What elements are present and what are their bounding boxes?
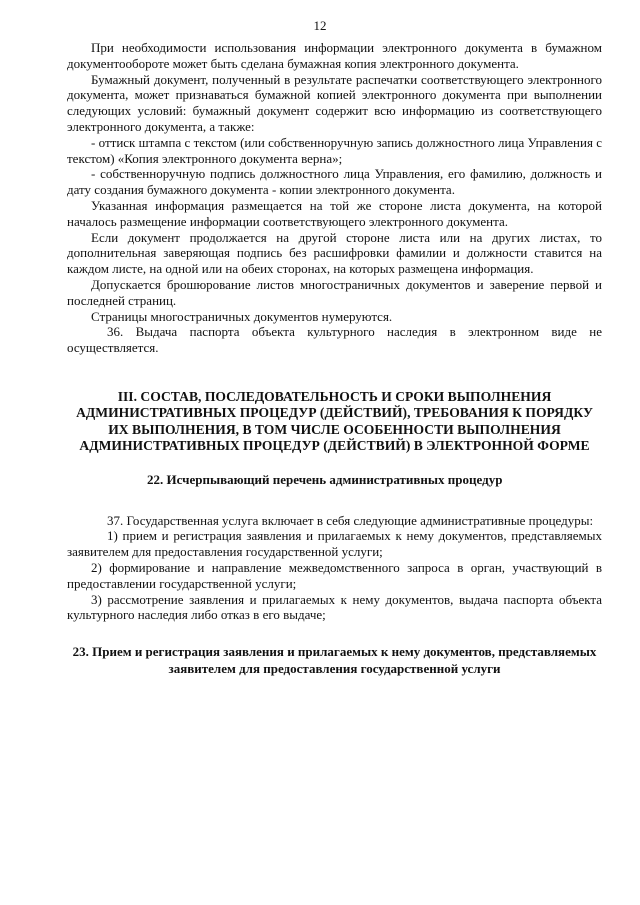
section-heading-iii: III. СОСТАВ, ПОСЛЕДОВАТЕЛЬНОСТЬ И СРОКИ ВЫПОЛНЕНИЯ АДМИНИСТРАТИВНЫХ ПРОЦЕДУР (ДЕЙСТВИЙ), ТРЕБОВАНИЯ К ПОРЯДКУ ИХ ВЫПОЛНЕНИЯ, В ТОМ ЧИСЛЕ ОСОБЕННОСТИ ВЫПОЛНЕНИЯ АДМИНИСТРАТИВНЫХ ПРОЦЕДУР (ДЕЙСТВИЙ) В ЭЛЕКТРОННОЙ ФОРМЕ <box>76 388 593 454</box>
list-item-procedure-1: 1) прием и регистрация заявления и прилагаемых к нему документов, представляемых заявителем для предоставления государственной услуги; <box>67 528 602 560</box>
page-number: 12 <box>313 18 327 33</box>
paragraph-item-36: 36. Выдача паспорта объекта культурного наследия в электронном виде не осуществляется. <box>67 324 602 356</box>
subsection-heading-23: 23. Прием и регистрация заявления и прилагаемых к нему документов, представляемых заявителем для предоставления государственной услуги <box>72 644 597 677</box>
paragraph-placement: Указанная информация размещается на той же стороне листа документа, на которой началось размещение информации соответствующего электронного документа. <box>67 197 602 229</box>
list-item-procedure-3: 3) рассмотрение заявления и прилагаемых к нему документов, выдача паспорта объекта культурного наследия либо отказ в его выдаче; <box>67 591 602 623</box>
paragraph-numbering: Страницы многостраничных документов нумеруются. <box>91 308 393 324</box>
subsection-heading-22: 22. Исчерпывающий перечень административных процедур <box>147 471 503 487</box>
list-item-signature: - собственноручную подпись должностного лица Управления, его фамилию, должность и дату создания бумажного документа - копии электронного документа. <box>67 166 602 198</box>
document-body <box>67 40 602 677</box>
list-item-procedure-2: 2) формирование и направление межведомственного запроса в орган, участвующий в предоставлении государственной услуги; <box>67 559 602 591</box>
paragraph-paper-document-conditions: Бумажный документ, полученный в результате распечатки соответствующего электронного документа, может признаваться бумажной копией электронного документа при выполнении следующих условий: бумажный документ содержит всю информацию из соответствующего электронного документа, а также: <box>67 71 602 134</box>
paragraph-paper-copy: При необходимости использования информации электронного документа в бумажном документообороте может быть сделана бумажная копия электронного документа. <box>67 40 602 71</box>
list-item-stamp: - оттиск штампа с текстом (или собственноручную запись должностного лица Управления с текстом) «Копия электронного документа верна»; <box>67 134 602 166</box>
paragraph-binding: Допускается брошюрование листов многостраничных документов и заверение первой и последней страниц. <box>67 276 602 308</box>
paragraph-item-37: 37. Государственная услуга включает в себя следующие административные процедуры: <box>107 512 594 528</box>
paragraph-continuation: Если документ продолжается на другой стороне листа или на других листах, то дополнительная заверяющая подпись без расшифровки фамилии и должности ставится на каждом листе, на одной или на обеих сторонах, на которых размещена информация. <box>67 229 602 277</box>
